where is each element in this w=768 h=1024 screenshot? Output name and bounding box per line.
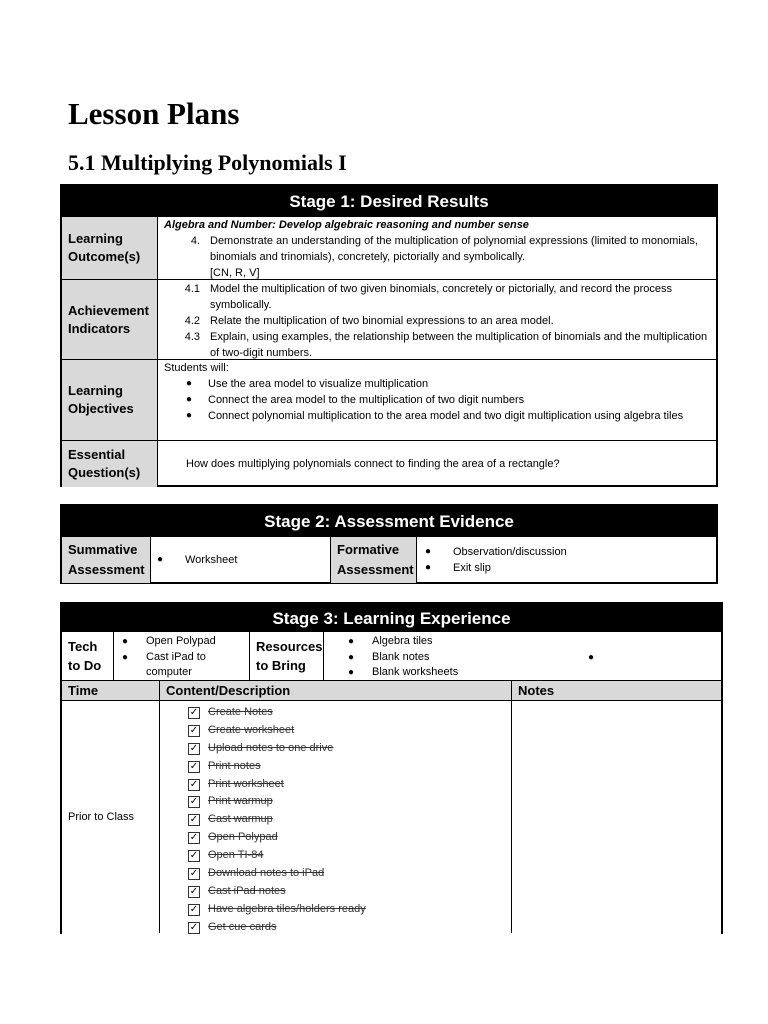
resource-item [342,634,721,650]
table-header-row [62,680,721,701]
checkbox-checked-icon[interactable]: ✓ [189,760,199,772]
stage2-header: Stage 2: Assessment Evidence [62,506,716,536]
checkbox-checked-icon[interactable]: ✓ [189,706,199,718]
strand-heading: Algebra and Number: Develop algebraic reasoning and number sense [164,219,529,231]
empty-bullet-icon: ● [588,652,595,663]
objective-text: Connect the area model to the multiplication of two digit numbers [208,394,525,406]
tech-item [116,650,249,681]
tech-text: Open Polypad [146,635,216,647]
formative-text: Exit slip [453,562,491,574]
section-title: 5.1 Multiplying Polynomials I [68,150,347,175]
learning-objectives-content [158,360,716,440]
formative-item [425,560,716,576]
objective-text: Connect polynomial multiplication to the area model and two digit multiplication using algebra tiles [208,410,684,422]
indicator-item [164,313,710,329]
stage2-table [60,504,718,584]
resource-text: Algebra tiles [372,635,433,647]
tech-text: Cast iPad to computer [146,650,206,678]
checklist-text: Download notes to iPad [208,867,325,880]
column-header: Content/Description [160,681,512,700]
objective-item [164,392,710,408]
checklist [160,701,512,933]
formative-label: Formative Assessment [331,537,417,583]
objective-text: Use the area model to visualize multiplication [208,378,429,390]
outcome-number: 4. [190,235,200,247]
bullet-icon: ● [157,554,164,565]
indicator-number: 4.1 [184,283,200,295]
objective-item [164,408,710,424]
learning-objectives-row [62,359,716,440]
checklist-text: Print warmup [208,795,273,808]
achievement-indicators-content [158,280,716,359]
summative-label: Summative Assessment [62,537,151,583]
checklist-text: Open Polypad [208,831,278,844]
resource-text: Blank notes [372,650,430,663]
checklist-item[interactable] [160,883,511,901]
checklist-text: Create Notes [208,706,273,718]
achievement-indicators-row [62,279,716,359]
checklist-text: Cast warmup [208,813,273,826]
bullet-icon: ● [348,636,355,647]
learning-outcomes-row [62,216,716,279]
column-header: Time [62,681,160,700]
checklist-item[interactable] [160,901,511,919]
stage1-header: Stage 1: Desired Results [62,186,716,216]
formative-content [417,537,716,583]
page-title: Lesson Plans [68,96,240,131]
tech-item [116,634,249,650]
checklist-item[interactable] [160,811,511,829]
checkbox-checked-icon[interactable]: ✓ [189,867,199,879]
checkbox-checked-icon[interactable]: ✓ [189,921,199,933]
checklist-text: Cast iPad notes [208,884,286,897]
bullet-icon: ● [348,667,355,678]
checklist-item[interactable] [160,776,511,794]
time-cell: Prior to Class [62,701,160,933]
objectives-intro: Students will: [164,362,229,374]
learning-objectives-label: Learning Objectives [62,360,158,440]
checkbox-checked-icon[interactable]: ✓ [189,903,199,915]
outcome-tags: [CN, R, V] [210,267,260,279]
checklist-item[interactable] [160,740,511,758]
checkbox-checked-icon[interactable]: ✓ [189,885,199,897]
bullet-icon: ● [122,651,129,663]
resources-list [324,632,721,680]
checklist-item[interactable] [160,722,511,740]
resource-text: Blank worksheets [372,666,459,678]
formative-item [425,544,716,560]
prep-row [62,631,721,680]
formative-text: Observation/discussion [453,546,567,558]
learning-outcomes-label: Learning Outcome(s) [62,217,158,279]
checkbox-checked-icon[interactable]: ✓ [189,814,199,826]
checklist-text: Print notes [208,759,261,772]
stage3-header: Stage 3: Learning Experience [62,604,721,631]
indicator-text: Model the multiplication of two given binomials, concretely or pictorially, and record the process symbolically. [210,283,673,311]
checkbox-checked-icon[interactable]: ✓ [189,832,199,844]
indicator-number: 4.2 [184,315,200,327]
assessment-row [62,536,716,583]
checklist-text: Upload notes to one drive [208,741,334,754]
checklist-item[interactable] [160,919,511,937]
tech-label: Tech to Do [62,632,114,680]
column-header: Notes [518,683,555,698]
checklist-text: Open TI-84 [208,849,264,862]
checklist-item[interactable] [160,829,511,847]
outcome-item [164,233,710,281]
checkbox-checked-icon[interactable]: ✓ [189,742,199,754]
resource-item [342,650,721,666]
checkbox-checked-icon[interactable]: ✓ [189,724,199,736]
bullet-icon: ● [425,562,432,573]
checklist-item[interactable] [160,865,511,883]
bullet-icon: ● [186,394,193,405]
checklist-text: Get cue cards [208,920,277,933]
summative-text: Worksheet [185,554,238,566]
bullet-icon: ● [186,378,193,389]
bullet-icon: ● [348,651,355,663]
checkbox-checked-icon[interactable]: ✓ [189,850,199,862]
summative-content [151,537,331,583]
tech-list [114,632,250,680]
bullet-icon: ● [186,410,193,421]
indicator-item [164,281,710,313]
summative-item [157,554,330,566]
table-row [62,701,721,933]
checkbox-checked-icon[interactable]: ✓ [189,778,199,790]
indicator-text: Explain, using examples, the relationship between the multiplication of binomials and the multiplication of two-digit numbers. [210,331,708,359]
essential-questions-row [62,440,716,487]
checkbox-checked-icon[interactable]: ✓ [189,796,199,808]
resource-item [342,665,721,681]
outcome-text: Demonstrate an understanding of the multiplication of polynomial expressions (limited to monomials, binomials and trinomials), concretely, pictorially and symbolically. [210,235,698,263]
checklist-item[interactable] [160,758,511,776]
bullet-icon: ● [425,546,432,557]
resources-label: Resources to Bring [250,632,324,680]
objective-item [164,376,710,392]
checklist-text: Have algebra tiles/holders ready [208,902,366,915]
essential-question-text: How does multiplying polynomials connect to finding the area of a rectangle? [186,458,560,470]
stage1-table [60,184,718,487]
bullet-icon: ● [122,636,129,647]
indicator-text: Relate the multiplication of two binomial expressions to an area model. [210,315,554,327]
checklist-item[interactable] [160,847,511,865]
essential-questions-label: Essential Question(s) [62,441,158,487]
checklist-item[interactable] [160,793,511,811]
checklist-text: Create worksheet [208,723,295,736]
checklist-text: Print worksheet [208,777,284,790]
notes-cell[interactable] [512,701,721,933]
indicator-number: 4.3 [184,331,200,343]
indicator-item [164,329,710,361]
achievement-indicators-label: Achievement Indicators [62,280,158,359]
learning-outcomes-content [158,217,716,279]
stage3-table [60,602,723,934]
checklist-item[interactable] [160,704,511,722]
